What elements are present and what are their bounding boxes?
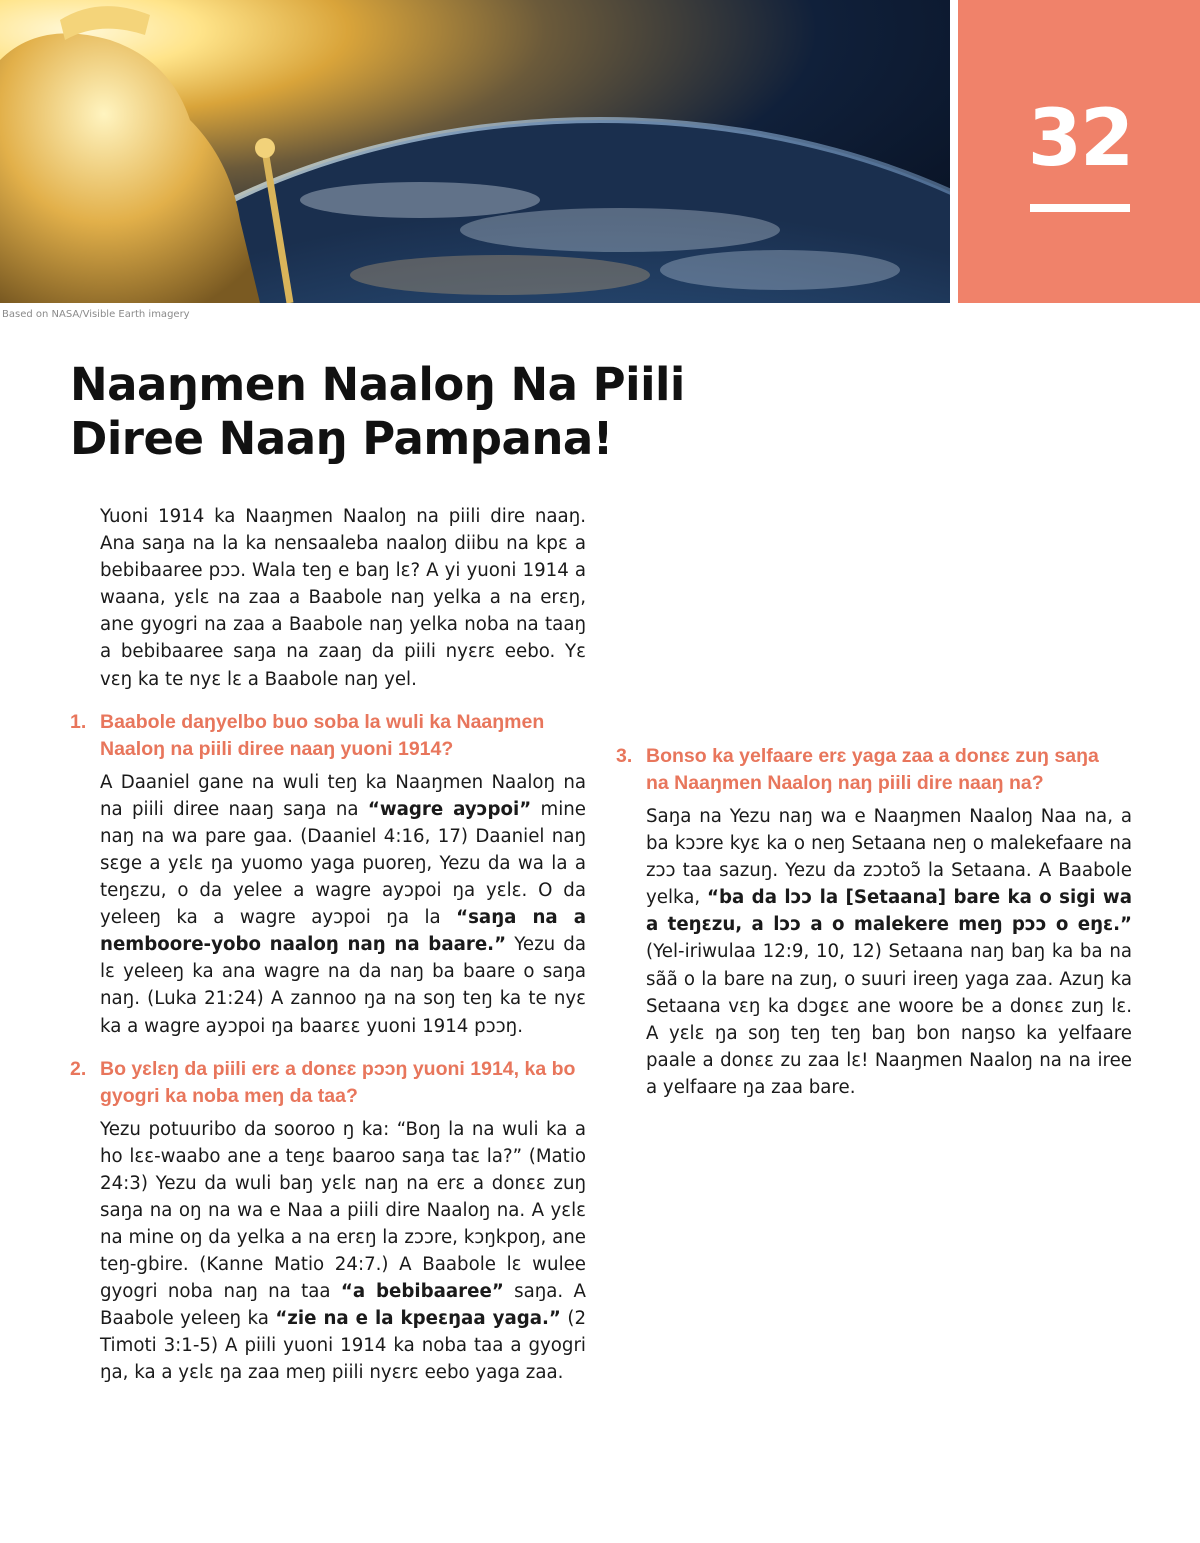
answer-2-text-b: saŋa. A Baabole yeleeŋ ka: [100, 1281, 586, 1330]
answer-2-text-c: (2 Timoti 3:1-5) A piili yuoni 1914 ka noba taa a gyogri ŋa, ka a yɛlɛ ŋa zaa meŋ piili nyɛrɛ eebo yaga zaa.: [100, 1308, 587, 1384]
right-column: [616, 503, 1132, 1101]
question-3-number: 3.: [616, 745, 633, 767]
question-2: [70, 1056, 586, 1110]
image-credit: Based on NASA/Visible Earth imagery: [2, 309, 190, 320]
answer-2-text-a: Yezu potuuribo da sooroo ŋ ka: “Boŋ la na wuli ka a ho lɛɛ-waabo ane a teŋɛ baaroo saŋa taɛ la?” (Matio 24:3) Yezu da wuli baŋ yɛlɛ naŋ na erɛ a donɛɛ zuŋ saŋa na oŋ na wa e Naa a piili dire Naaloŋ na. A yɛlɛ na mine oŋ da yelka a na erɛŋ la zɔɔre, kɔŋkpoŋ, ane teŋ-gbire. (Kanne Matio 24:7.) A Baabole lɛ wulee gyogri noba naŋ na taa: [100, 1118, 586, 1303]
answer-1-paragraph: [100, 769, 586, 1040]
hero-image: [0, 0, 950, 303]
answer-1-bold-a: “wagre ayɔpoi”: [367, 798, 532, 820]
answer-2-bold-b: “zie na e la kpeɛŋaa yaga.”: [275, 1308, 561, 1330]
chapter-number: 32: [1027, 94, 1133, 184]
answer-3-paragraph: [646, 803, 1132, 1101]
answer-2-bold-a: “a bebibaaree”: [340, 1281, 504, 1303]
answer-1-bold-b: “saŋa na a nemboore-yobo naaloŋ naŋ na baare.”: [100, 907, 586, 956]
question-1-number: 1.: [70, 710, 87, 733]
answer-3-text-b: (Yel-iriwulaa 12:9, 10, 12) Setaana naŋ baŋ ka ba na sãã o la bare na zuŋ, o suuri ireeŋ yaga zaa. Azuŋ ka Setaana vɛŋ ka dɔgɛɛ ane woore be a donɛɛ zuŋ lɛ. A yɛlɛ ŋa soŋ teŋ teŋ baŋ bon naŋso ka yelfaare paale a donɛɛ zu zaa lɛ! Naaŋmen Naaloŋ na na iree a yelfaare ŋa zaa bare.: [646, 941, 1132, 1098]
answer-2-paragraph: [100, 1116, 586, 1387]
title-line-1: Naaŋmen Naaloŋ Na Piili: [70, 358, 685, 411]
question-1: [70, 709, 586, 763]
answer-1-text-c: Yezu da lɛ yeleeŋ ka ana wagre na da naŋ ba baare o saŋa naŋ. (Luka 21:24) A zannoo ŋa na soŋ teŋ ka te nyɛ ka a wagre ayɔpoi ŋa baarɛɛ yuoni 1914 pɔɔŋ.: [100, 934, 586, 1037]
answer-1-text-a: A Daaniel gane na wuli teŋ ka Naaŋmen Naaloŋ na na piili diree naaŋ saŋa na: [100, 771, 586, 820]
earth-illustration: [0, 0, 950, 303]
chapter-underline: [1030, 204, 1130, 212]
title-line-2: Diree Naaŋ Pampana!: [70, 412, 613, 465]
question-3: [616, 743, 1132, 797]
question-3-text: Bonso ka yelfaare erɛ yaga zaa a donɛɛ zuŋ saŋa na Naaŋmen Naaloŋ naŋ piili dire naaŋ na?: [646, 745, 1099, 794]
answer-1-text-b: mine naŋ na wa pare gaa. (Daaniel 4:16, 17) Daaniel naŋ sɛge a yɛlɛ ŋa yuomo yaga puoreŋ, Yezu da wa la a teŋɛzu, o da yelee a wagre ayɔpoi ŋa yɛlɛ. O da yeleeŋ ka a wagre ayɔpoi ŋa la: [100, 798, 586, 929]
page-title: [70, 358, 870, 466]
left-column: [70, 503, 587, 1387]
answer-3-bold-a: “ba da lɔɔ la [Setaana] bare ka o sigi wa a teŋɛzu, a lɔɔ a o malekere meŋ pɔɔ o eŋɛ.”: [646, 887, 1132, 936]
answer-3-text-a: Saŋa na Yezu naŋ wa e Naaŋmen Naaloŋ Naa na, a ba kɔɔre kyɛ ka o neŋ Setaana neŋ o malekefaare na zɔɔ taa sazuŋ. Yezu da zɔɔtoɔ̃ la Setaana. A Baabole yelka,: [646, 806, 1132, 909]
intro-paragraph: Yuoni 1914 ka Naaŋmen Naaloŋ na piili dire naaŋ. Ana saŋa na la ka nensaaleba naaloŋ diibu na kpɛ a bebibaaree pɔɔ. Wala teŋ e baŋ lɛ? A yi yuoni 1914 a waana, yɛlɛ na zaa a Baabole naŋ yelka a na erɛŋ, ane gyogri na zaa a Baabole naŋ yelka noba na taaŋ a bebibaaree saŋa na zaaŋ da piili nyɛrɛ eebo. Yɛ vɛŋ ka te nyɛ lɛ a Baabole naŋ yel.: [100, 506, 586, 690]
question-1-text: Baabole daŋyelbo buo soba la wuli ka Naaŋmen Naaloŋ na piili diree naaŋ yuoni 1914?: [100, 710, 545, 760]
question-2-number: 2.: [70, 1057, 87, 1080]
question-2-text: Bo yɛlɛŋ da piili erɛ a donɛɛ pɔɔŋ yuoni 1914, ka bo gyogri ka noba meŋ da taa?: [100, 1057, 576, 1107]
